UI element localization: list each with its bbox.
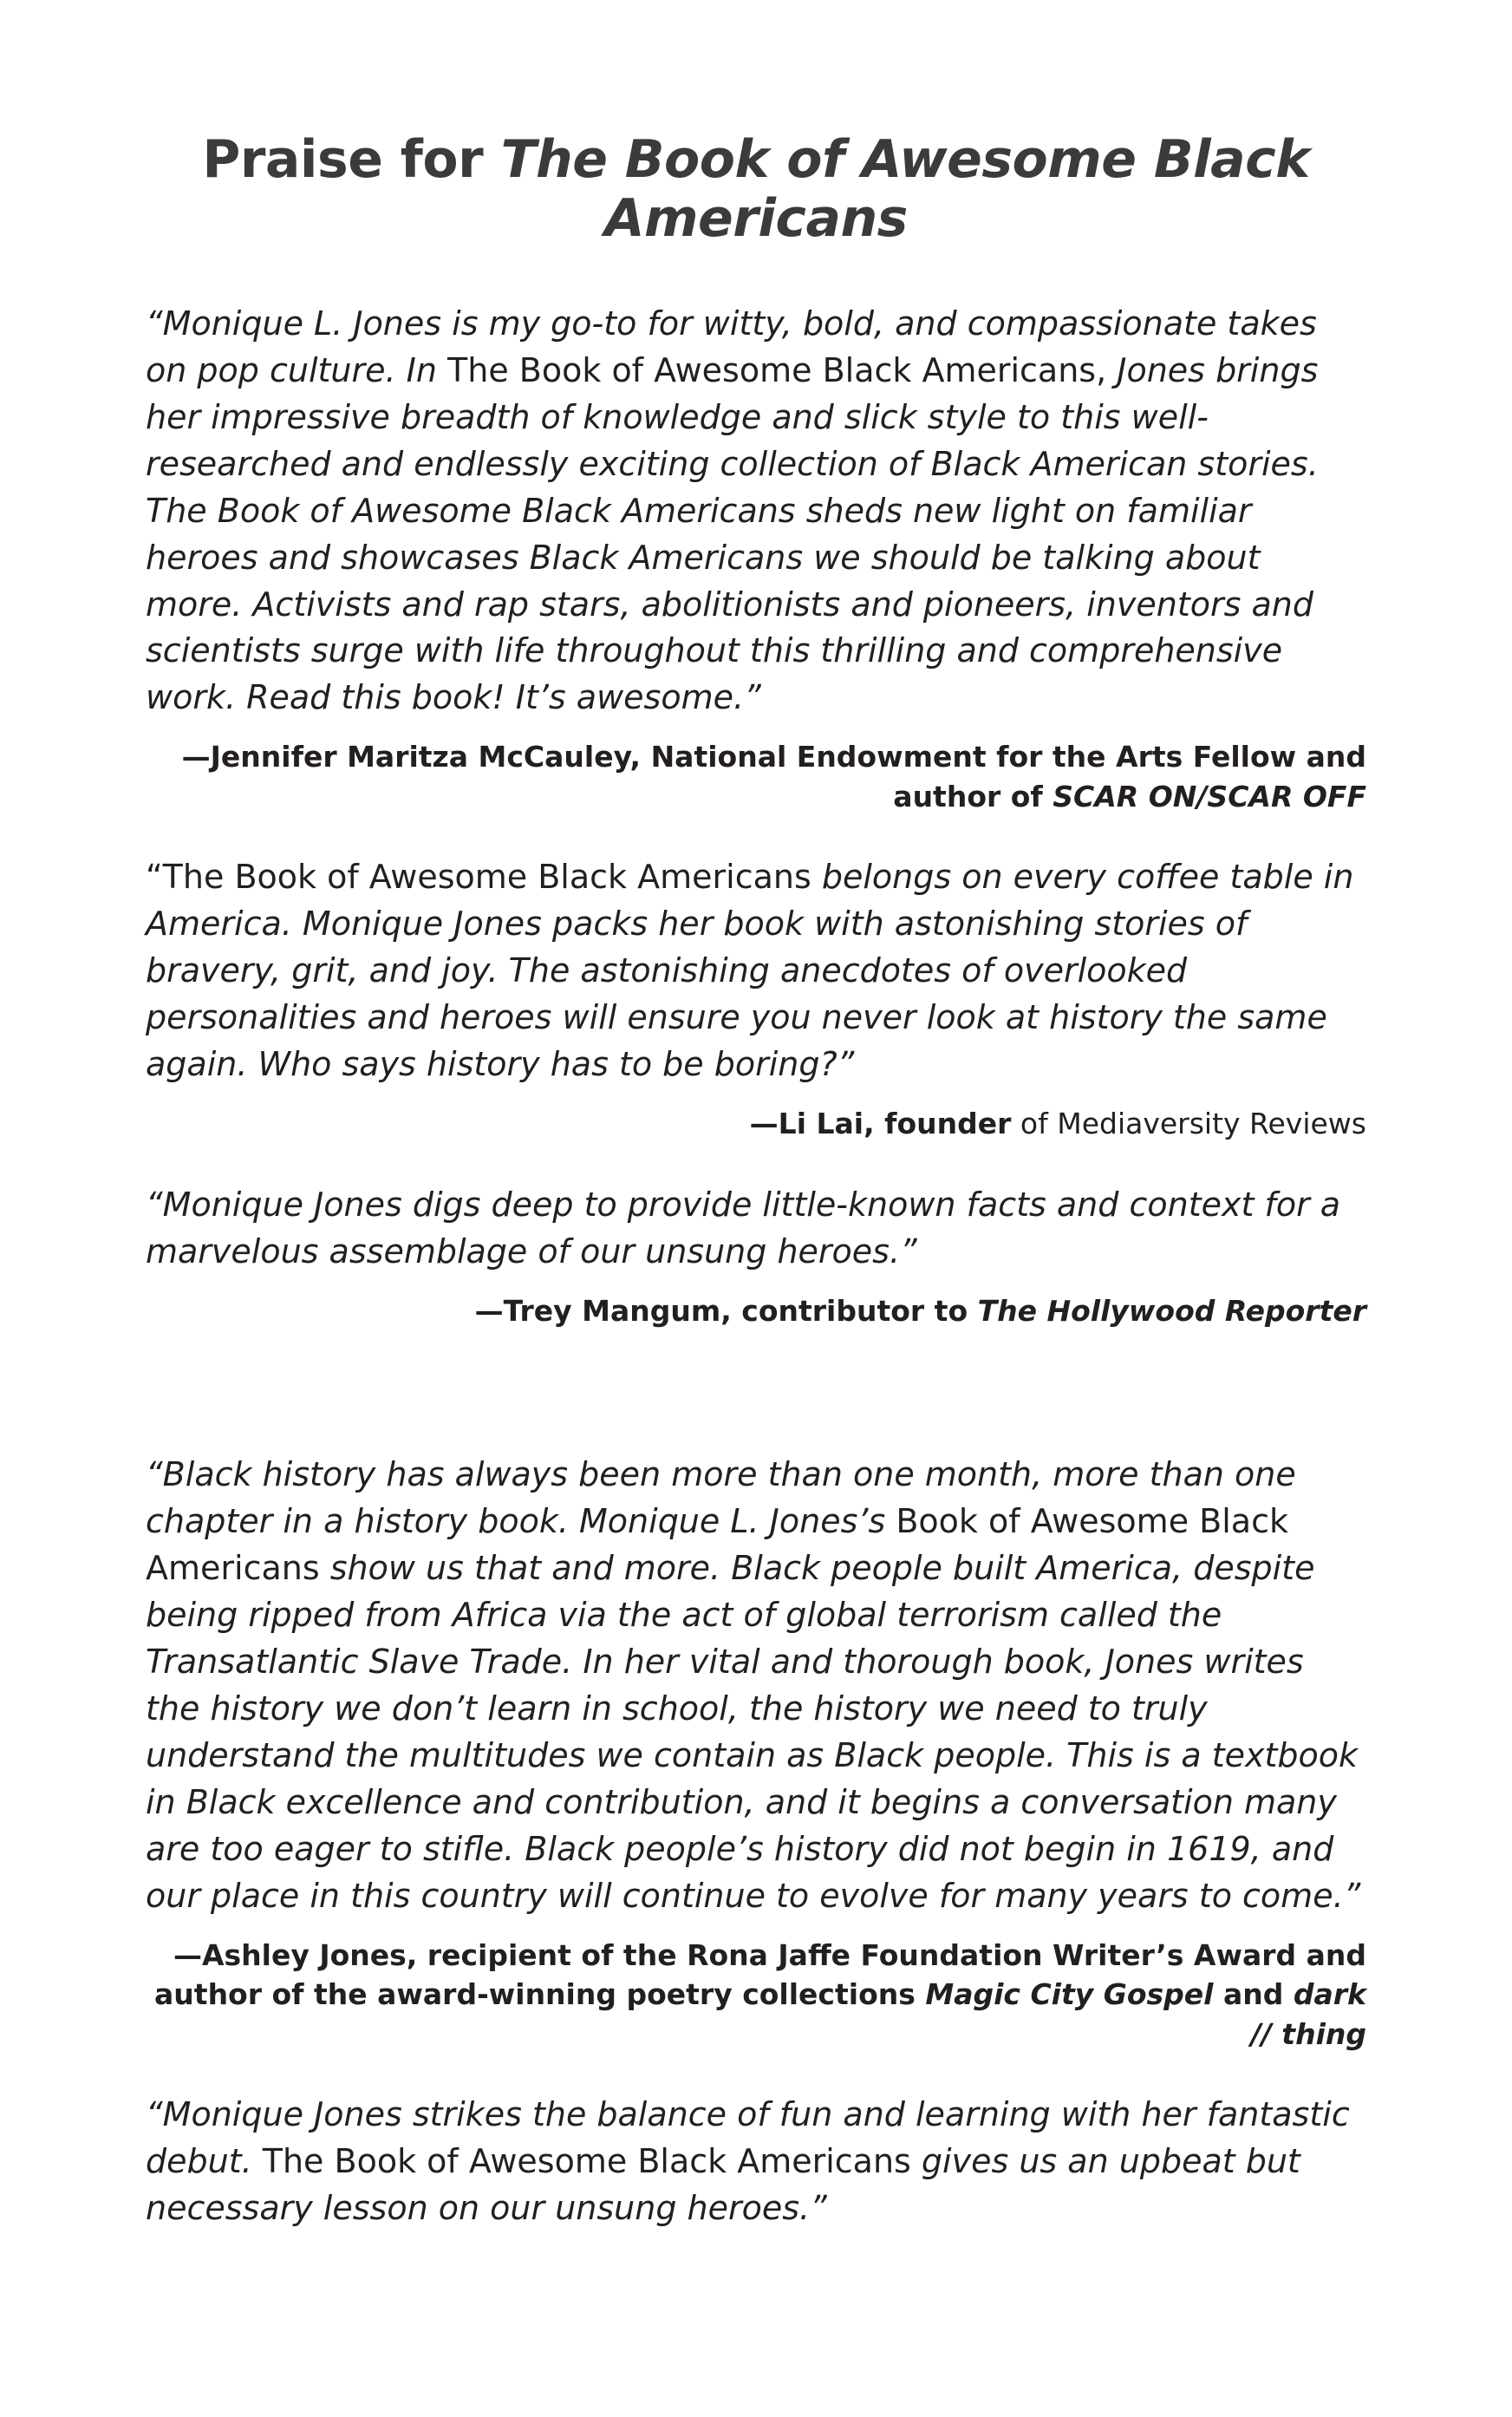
quote-text-run: gives us an upbeat but necessary lesson on our unsung heroes.” [146, 2142, 1300, 2228]
quote-text-run: show us that and more. Black people built America, despite being ripped from Africa via the act of global terrorism called the Transatlantic Slave Trade. In her vital and thorough book, Jones writes the history we don’t learn in school, the history we need to truly understand the multitudes we contain as Black people. This is a textbook in Black excellence and contribution, and it begins a conversation many are too eager to stifle. Black people’s history did not begin in 1619, and our place in this country will continue to evolve for many years to come.” [146, 1549, 1361, 1915]
quote-gap [146, 1160, 1366, 1182]
quote-text [146, 301, 1366, 722]
quote-text-run: The Book of Awesome Black Americans, [447, 350, 1107, 389]
quote-text-run: “Monique L. Jones is my go-to for witty, bold, and compassionate takes on pop culture. In [146, 304, 1317, 389]
attribution-run: —Li Lai, founder [749, 1107, 1012, 1141]
quote-gap [146, 1346, 1366, 1369]
quote-text [146, 2092, 1366, 2232]
page-title-lead: Praise for [202, 129, 501, 190]
quote-attribution [146, 1291, 1366, 1331]
praise-quote-block [146, 301, 1366, 817]
quote-gap [146, 2069, 1366, 2092]
praise-quotes-list [146, 301, 1366, 2270]
page-title [146, 130, 1366, 249]
quote-gap [146, 832, 1366, 854]
quote-text-run: Jones brings her impressive breadth of knowledge and slick style to this well-researched and endlessly exciting collection of Black American stories. The Book of Awesome Black Americans sheds new light on familiar heroes and showcases Black Americans we should be talking about more. Activists and rap stars, abolitionists and pioneers, inventors and scientists surge with life throughout this thrilling and comprehensive work. Read this book! It’s awesome.” [146, 350, 1319, 717]
page-bottom-spacer [146, 2270, 1366, 2305]
quote-attribution [146, 737, 1366, 816]
section-spacer [146, 1369, 1366, 1452]
quote-text-run: “Black history has always been more than one month, more than one chapter in a history book. Monique L. Jones’s [146, 1455, 1296, 1541]
attribution-run: —Jennifer Maritza McCauley, National Endowment for the Arts Fellow and author of [181, 740, 1366, 813]
quote-text [146, 854, 1366, 1088]
attribution-run: and [1213, 1977, 1294, 2012]
attribution-run: of Mediaversity Reviews [1011, 1107, 1366, 1141]
praise-quote-block [146, 854, 1366, 1143]
attribution-run: The Hollywood Reporter [977, 1293, 1366, 1328]
attribution-run: —Trey Mangum, contributor to [474, 1293, 978, 1328]
quote-attribution [146, 1936, 1366, 2054]
quote-text-run: The Book of Awesome Black Americans [262, 2142, 911, 2181]
quote-gap [146, 2248, 1366, 2270]
attribution-run: Magic City Gospel [925, 1977, 1214, 2012]
quote-text [146, 1182, 1366, 1276]
attribution-run: SCAR ON/SCAR OFF [1053, 779, 1366, 813]
quote-text-run: Book of Awesome Black Americans [146, 1502, 1288, 1588]
quote-text-run: “Monique Jones digs deep to provide little-known facts and context for a marvelous assemblage of our unsung heroes.” [146, 1185, 1341, 1271]
quote-text-run: “The Book of Awesome Black Americans [146, 858, 822, 897]
praise-quote-block [146, 1182, 1366, 1330]
page-title-book-name: The Book of Awesome Black Americans [500, 129, 1310, 250]
praise-quote-block [146, 1452, 1366, 2054]
quote-text-run: belongs on every coffee table in America. Monique Jones packs her book with astonishing stories of bravery, grit, and joy. The astonishing anecdotes of overlooked personalities and heroes will ensure you never look at history the same again. Who says history has to be boring?” [146, 858, 1354, 1084]
quote-attribution [146, 1104, 1366, 1144]
attribution-run: dark // thing [1250, 1977, 1366, 2051]
attribution-run: —Ashley Jones, recipient of the Rona Jaffe Foundation Writer’s Award and author of the award-winning poetry collections [154, 1937, 1366, 2012]
quote-text-run: “Monique Jones strikes the balance of fun and learning with her fantastic debut. [146, 2095, 1350, 2181]
quote-text [146, 1452, 1366, 1920]
praise-quote-block [146, 2092, 1366, 2232]
